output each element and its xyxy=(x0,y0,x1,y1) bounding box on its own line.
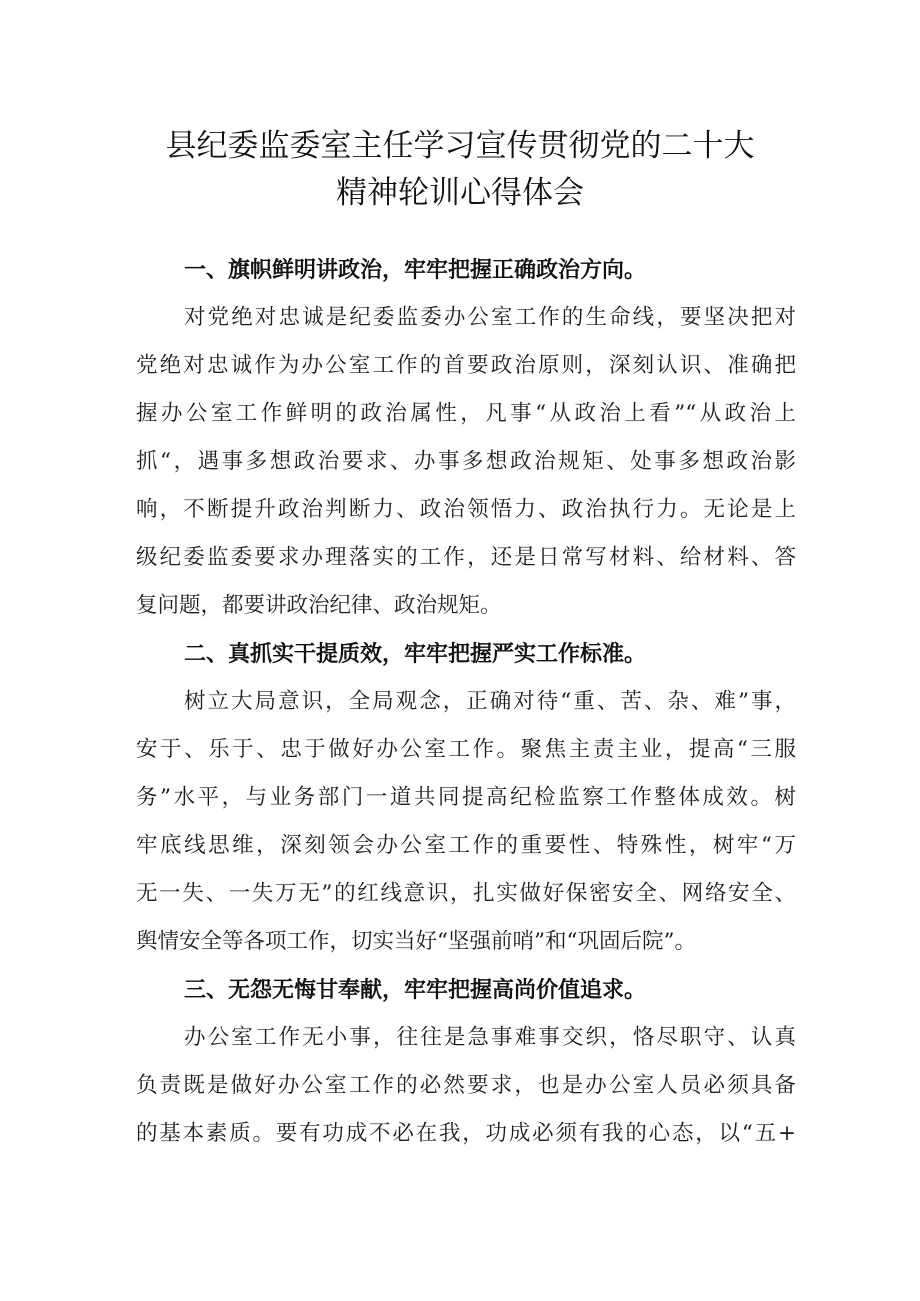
document-title-line-1: 县纪委监委室主任学习宣传贯彻党的二十大 xyxy=(165,128,755,164)
section-2-line-4: 牢底线思维，深刻领会办公室工作的重要性、特殊性，树牢“万 xyxy=(136,833,796,858)
section-1-line-4: 抓“，遇事多想政治要求、办事多想政治规矩、处事多想政治影 xyxy=(136,449,796,474)
document-title-line-2: 精神轮训心得体会 xyxy=(336,175,584,211)
section-3-line-1: 办公室工作无小事，往往是急事难事交织，恪尽职守、认真 xyxy=(184,1025,796,1050)
section-1-line-6: 级纪委监委要求办理落实的工作，还是日常写材料、给材料、答 xyxy=(136,545,796,570)
section-2-line-1: 树立大局意识，全局观念，正确对待“重、苦、杂、难”事， xyxy=(184,689,796,714)
section-2-line-5: 无一失、一失万无”的红线意识，扎实做好保密安全、网络安全、 xyxy=(136,881,796,906)
section-2-heading: 二、真抓实干提质效，牢牢把握严实工作标准。 xyxy=(184,642,647,667)
section-1-line-3: 握办公室工作鲜明的政治属性，凡事“从政治上看”“从政治上 xyxy=(136,401,796,426)
section-3-line-2: 负责既是做好办公室工作的必然要求，也是办公室人员必须具备 xyxy=(136,1073,796,1098)
section-3-heading: 三、无怨无悔甘奉献，牢牢把握高尚价值追求。 xyxy=(184,978,647,1003)
section-2-line-6: 舆情安全等各项工作，切实当好“坚强前哨”和“巩固后院”。 xyxy=(136,929,696,954)
section-2-line-3: 务”水平，与业务部门一道共同提高纪检监察工作整体成效。树 xyxy=(136,785,796,810)
section-1-line-1: 对党绝对忠诚是纪委监委办公室工作的生命线，要坚决把对 xyxy=(184,305,796,330)
section-1-heading: 一、旗帜鲜明讲政治，牢牢把握正确政治方向。 xyxy=(184,258,647,283)
section-1-line-7: 复问题，都要讲政治纪律、政治规矩。 xyxy=(136,593,502,618)
section-1-line-2: 党绝对忠诚作为办公室工作的首要政治原则，深刻认识、准确把 xyxy=(136,353,796,378)
section-2-line-2: 安于、乐于、忠于做好办公室工作。聚焦主责主业，提高“三服 xyxy=(136,737,796,762)
section-3-line-3: 的基本素质。要有功成不必在我，功成必须有我的心态，以“五+ xyxy=(136,1121,796,1146)
section-1-line-5: 响，不断提升政治判断力、政治领悟力、政治执行力。无论是上 xyxy=(136,497,796,522)
